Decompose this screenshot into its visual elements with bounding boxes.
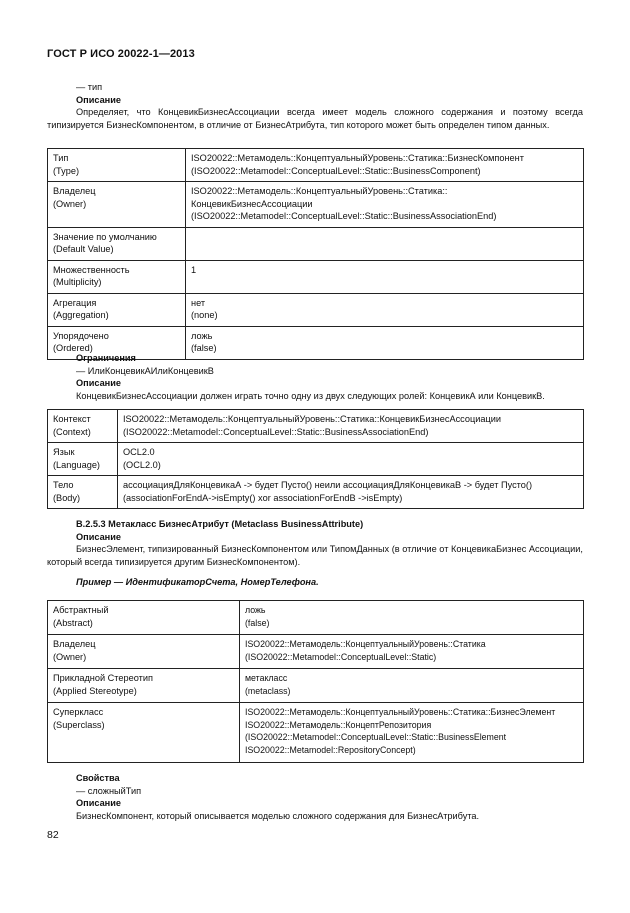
property-value-cell	[186, 293, 584, 326]
property-value-line: ассоциацияДляКонцевикаА -> будет Пусто() неили ассоциацияДляКонцевикаВ -> будет Пусто()	[123, 480, 532, 490]
property-value-cell	[186, 260, 584, 293]
property-value-line: 1	[191, 264, 197, 275]
property-value-line: ISO20022::Метамодель::КонцептуальныйУровень::Статика	[245, 639, 486, 649]
property-value-line: (none)	[191, 310, 218, 320]
property-name: Язык	[53, 447, 75, 457]
property-item: — сложныйТип	[76, 785, 142, 796]
section-type-description	[47, 81, 583, 131]
property-name-en: (Superclass)	[53, 719, 105, 730]
property-value-line: метакласс	[245, 673, 288, 683]
property-value-cell	[240, 669, 584, 703]
property-name-cell	[48, 443, 118, 476]
property-name-cell	[48, 293, 186, 326]
property-name: Агрегация	[53, 297, 97, 308]
property-name: Контекст	[53, 414, 91, 424]
description-text: КонцевикБизнесАссоциации должен играть точно одну из двух следующих ролей: КонцевикА или КонцевикВ.	[76, 390, 545, 401]
property-name-cell	[48, 227, 186, 260]
property-value-line: ISO20022::Метамодель::КонцептуальныйУровень::Статика::БизнесЭлемент	[245, 707, 556, 717]
property-value-line: (ISO20022::Metamodel::ConceptualLevel::Static::BusinessAssociationEnd)	[123, 426, 429, 437]
description-text: БизнесЭлемент, типизированный БизнесКомпонентом или ТипомДанных (в отличие от КонцевикаБизнес Ассоциации, который всегда типизируется другим БизнесКомпонентом).	[47, 544, 583, 567]
property-name-cell	[48, 260, 186, 293]
type-line: — тип	[76, 82, 103, 92]
document-header: ГОСТ Р ИСО 20022-1—2013	[47, 48, 195, 60]
property-value-cell	[240, 635, 584, 669]
property-name-en: (Body)	[53, 492, 81, 503]
property-value-line: (metaclass)	[245, 685, 291, 696]
property-name-cell	[48, 476, 118, 509]
section-heading: В.2.5.3 Метакласс БизнесАтрибут (Metaclass BusinessAttribute)	[76, 519, 364, 529]
property-value-line: ISO20022::Метамодель::КонцептРепозитория	[245, 719, 432, 730]
property-name: Множественность	[53, 264, 130, 275]
table-ocl-constraint	[47, 409, 583, 509]
property-name-en: (Abstract)	[53, 617, 93, 628]
property-value-cell	[240, 601, 584, 635]
table-row	[48, 149, 584, 182]
section-properties	[47, 772, 583, 822]
property-name-en: (Language)	[53, 459, 100, 470]
property-value-line: ISO20022::Метамодель::КонцептуальныйУровень::Статика::	[191, 186, 448, 196]
property-value-cell	[118, 410, 584, 443]
property-name-cell	[48, 669, 240, 703]
property-value-cell	[118, 476, 584, 509]
example-text: Пример — ИдентификаторСчета, НомерТелефона.	[76, 577, 319, 587]
table-row	[48, 410, 584, 443]
description-heading: Описание	[76, 378, 121, 388]
property-value-line: ISO20022::Метамодель::КонцептуальныйУровень::Статика::КонцевикБизнесАссоциации	[123, 414, 502, 424]
property-name-en: (Ordered)	[53, 343, 93, 353]
table-row	[48, 443, 584, 476]
property-value-line: (associationForEndA->isEmpty() xor associationForEndB ->isEmpty)	[123, 492, 403, 503]
description-heading: Описание	[76, 94, 121, 105]
property-value-line: КонцевикБизнесАссоциации	[191, 198, 313, 209]
page-number: 82	[47, 829, 59, 841]
table-row	[48, 669, 584, 703]
table-body	[48, 410, 584, 509]
property-name: Абстрактный	[53, 605, 109, 615]
description-text: Определяет, что КонцевикБизнесАссоциации всегда имеет модель сложного содержания и поэтому всегда типизируется БизнесКомпонентом, в отличие от БизнесАтрибута, тип которого может быть определен типом данных.	[47, 107, 583, 130]
table-row	[48, 182, 584, 228]
property-value-line: ложь	[191, 330, 213, 341]
property-value-cell	[186, 182, 584, 228]
description-text: БизнесКомпонент, который описывается моделью сложного содержания для БизнесАтрибута.	[76, 810, 480, 821]
property-value-line: (false)	[245, 617, 270, 628]
property-name-cell	[48, 703, 240, 763]
property-name-en: (Owner)	[53, 198, 87, 209]
property-name-en: (Default Value)	[53, 244, 114, 254]
table-body	[48, 149, 584, 360]
property-value-line: OCL2.0	[123, 447, 155, 457]
constraints-heading: Ограничения	[76, 353, 136, 363]
property-value-line: ложь	[245, 605, 266, 615]
property-name-en: (Multiplicity)	[53, 277, 102, 287]
property-name-cell	[48, 635, 240, 669]
property-name-en: (Type)	[53, 165, 80, 176]
property-name-en: (Context)	[53, 426, 91, 437]
property-value-cell	[240, 703, 584, 763]
section-constraints	[47, 352, 583, 402]
property-name: Владелец	[53, 639, 96, 649]
property-name: Суперкласс	[53, 707, 104, 717]
property-name-cell	[48, 410, 118, 443]
property-value-line: нет	[191, 297, 206, 308]
section-business-attribute	[47, 518, 583, 589]
properties-heading: Свойства	[76, 773, 120, 783]
property-value-line: ISO20022::Метамодель::КонцептуальныйУровень::Статика::БизнесКомпонент	[191, 153, 524, 163]
table-row	[48, 703, 584, 763]
property-value-line: ISO20022::Metamodel::RepositoryConcept)	[245, 744, 416, 755]
description-heading: Описание	[76, 798, 121, 808]
property-name: Прикладной Стереотип	[53, 673, 153, 683]
description-heading: Описание	[76, 531, 121, 542]
property-name-cell	[48, 149, 186, 182]
property-name: Значение по умолчанию	[53, 231, 157, 242]
table-row	[48, 635, 584, 669]
constraint-item: — ИлиКонцевикАИлиКонцевикВ	[76, 365, 214, 376]
property-value-line: (ISO20022::Metamodel::ConceptualLevel::Static)	[245, 651, 437, 662]
table-row	[48, 293, 584, 326]
table-row	[48, 260, 584, 293]
table-row	[48, 227, 584, 260]
table-association-end	[47, 148, 583, 360]
property-name-en: (Owner)	[53, 651, 87, 662]
table-business-attribute	[47, 600, 583, 763]
table-body	[48, 601, 584, 763]
property-value-line: (ISO20022::Metamodel::ConceptualLevel::Static::BusinessElement	[245, 732, 507, 742]
property-value-line: (OCL2.0)	[123, 459, 161, 470]
property-value-line: (ISO20022::Metamodel::ConceptualLevel::Static::BusinessComponent)	[191, 165, 481, 176]
property-name: Тело	[53, 480, 74, 490]
table-row	[48, 601, 584, 635]
property-name-cell	[48, 601, 240, 635]
property-value-cell	[118, 443, 584, 476]
property-name-en: (Applied Stereotype)	[53, 685, 137, 696]
table-row	[48, 476, 584, 509]
property-name-en: (Aggregation)	[53, 310, 109, 320]
property-name: Тип	[53, 153, 69, 163]
property-name: Упорядочено	[53, 330, 109, 341]
property-value-cell	[186, 227, 584, 260]
property-value-line: (ISO20022::Metamodel::ConceptualLevel::Static::BusinessAssociationEnd)	[191, 211, 497, 221]
property-name-cell	[48, 182, 186, 228]
property-value-line: (false)	[191, 343, 217, 353]
property-name: Владелец	[53, 186, 96, 196]
property-value-cell	[186, 149, 584, 182]
